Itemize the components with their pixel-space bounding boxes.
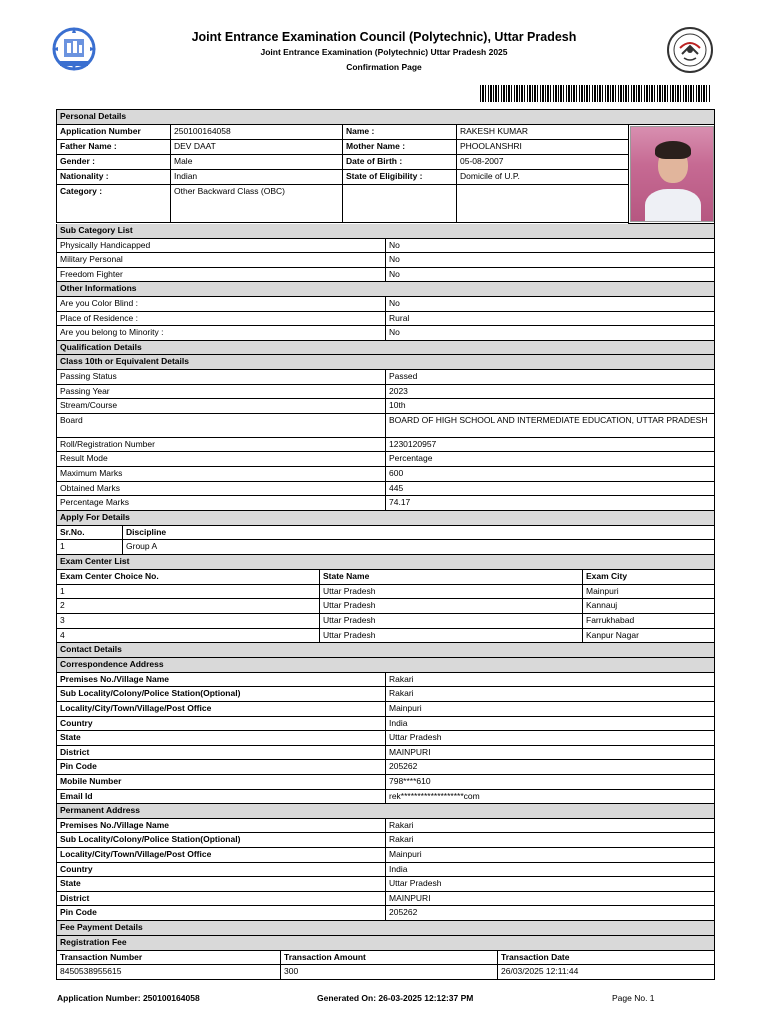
row-value: Mainpuri: [386, 847, 715, 862]
candidate-photo: [630, 126, 714, 222]
section-qualification: Qualification Details: [57, 340, 715, 355]
row-label: Percentage Marks: [57, 496, 386, 511]
col-header-txn-date: Transaction Date: [498, 950, 715, 965]
row-label: State: [57, 877, 386, 892]
txn-amount: 300: [281, 965, 498, 980]
council-title: Joint Entrance Examination Council (Polytechnic), Uttar Pradesh: [191, 30, 577, 44]
txn-number: 8450538955615: [57, 965, 281, 980]
row-label: Sub Locality/Colony/Police Station(Optional): [57, 687, 386, 702]
confirmation-document: [56, 109, 714, 980]
row-value: No: [386, 297, 715, 312]
center-state: Uttar Pradesh: [320, 599, 583, 614]
exam-subtitle: Joint Entrance Examination (Polytechnic) Uttar Pradesh 2025: [260, 47, 508, 57]
row-value: 205262: [386, 760, 715, 775]
row-label: Are you Color Blind :: [57, 297, 386, 312]
col-header-choice: Exam Center Choice No.: [57, 570, 320, 585]
center-no: 3: [57, 613, 320, 628]
section-fee-payment: Fee Payment Details: [57, 921, 715, 936]
row-label: Passing Status: [57, 370, 386, 385]
app-number-label: Application Number: [57, 124, 171, 139]
row-label: Pin Code: [57, 906, 386, 921]
col-header-txn-number: Transaction Number: [57, 950, 281, 965]
row-label: Country: [57, 716, 386, 731]
center-city: Farrukhabad: [583, 613, 715, 628]
row-value: No: [386, 267, 715, 282]
dob-label: Date of Birth :: [343, 155, 457, 170]
row-label: District: [57, 745, 386, 760]
row-value: 600: [386, 467, 715, 482]
row-value: MAINPURI: [386, 745, 715, 760]
section-exam-center: Exam Center List: [57, 555, 715, 570]
col-header-sr: Sr.No.: [57, 525, 123, 540]
center-state: Uttar Pradesh: [320, 584, 583, 599]
row-label: Roll/Registration Number: [57, 437, 386, 452]
center-city: Mainpuri: [583, 584, 715, 599]
row-label: Physically Handicapped: [57, 238, 386, 253]
empty-cell: [457, 185, 629, 223]
row-label: Passing Year: [57, 384, 386, 399]
center-no: 4: [57, 628, 320, 643]
name-value: RAKESH KUMAR: [457, 124, 629, 139]
name-label: Name :: [343, 124, 457, 139]
center-no: 2: [57, 599, 320, 614]
empty-cell: [343, 185, 457, 223]
row-label: Are you belong to Minority :: [57, 326, 386, 341]
category-label: Category :: [57, 185, 171, 223]
row-label: Premises No./Village Name: [57, 672, 386, 687]
row-value: Percentage: [386, 452, 715, 467]
center-city: Kanpur Nagar: [583, 628, 715, 643]
center-no: 1: [57, 584, 320, 599]
category-value: Other Backward Class (OBC): [171, 185, 343, 223]
center-city: Kannauj: [583, 599, 715, 614]
mother-value: PHOOLANSHRI: [457, 139, 629, 154]
state-eligibility-label: State of Eligibility :: [343, 170, 457, 185]
section-other-info: Other Informations: [57, 282, 715, 297]
row-value: 798****610: [386, 774, 715, 789]
row-value: BOARD OF HIGH SCHOOL AND INTERMEDIATE EDUCATION, UTTAR PRADESH: [386, 413, 715, 437]
row-value: Rakari: [386, 687, 715, 702]
app-number-value: 250100164058: [171, 124, 343, 139]
section-correspondence: Correspondence Address: [57, 658, 715, 673]
nationality-label: Nationality :: [57, 170, 171, 185]
dob-value: 05-08-2007: [457, 155, 629, 170]
center-state: Uttar Pradesh: [320, 613, 583, 628]
barcode: [480, 85, 710, 102]
section-personal-details: Personal Details: [57, 110, 715, 125]
row-value: Passed: [386, 370, 715, 385]
row-value: Uttar Pradesh: [386, 877, 715, 892]
center-state: Uttar Pradesh: [320, 628, 583, 643]
txn-date: 26/03/2025 12:11:44: [498, 965, 715, 980]
row-value: rek*******************com: [386, 789, 715, 804]
row-label: Pin Code: [57, 760, 386, 775]
gender-value: Male: [171, 155, 343, 170]
row-label: Stream/Course: [57, 399, 386, 414]
row-value: India: [386, 862, 715, 877]
row-label: Military Personal: [57, 253, 386, 268]
footer-generated-on: Generated On: 26-03-2025 12:12:37 PM: [317, 993, 474, 1003]
up-govt-seal-icon: [666, 26, 714, 74]
row-label: Email Id: [57, 789, 386, 804]
apply-for-table: [56, 511, 715, 555]
row-value: No: [386, 326, 715, 341]
footer-app-number: Application Number: 250100164058: [57, 993, 200, 1003]
row-label: Maximum Marks: [57, 467, 386, 482]
apply-discipline: Group A: [123, 540, 715, 555]
section-permanent: Permanent Address: [57, 804, 715, 819]
personal-details-table: [56, 109, 715, 224]
photo-cell: [629, 124, 715, 223]
row-value: 1230120957: [386, 437, 715, 452]
row-label: District: [57, 891, 386, 906]
row-label: Sub Locality/Colony/Police Station(Optional): [57, 833, 386, 848]
col-header-txn-amount: Transaction Amount: [281, 950, 498, 965]
row-label: Locality/City/Town/Village/Post Office: [57, 702, 386, 717]
apply-sr: 1: [57, 540, 123, 555]
section-contact: Contact Details: [57, 643, 715, 658]
nationality-value: Indian: [171, 170, 343, 185]
row-value: Mainpuri: [386, 702, 715, 717]
row-label: Freedom Fighter: [57, 267, 386, 282]
section-class-10: Class 10th or Equivalent Details: [57, 355, 715, 370]
row-value: MAINPURI: [386, 891, 715, 906]
row-label: Obtained Marks: [57, 481, 386, 496]
row-value: 10th: [386, 399, 715, 414]
father-value: DEV DAAT: [171, 139, 343, 154]
row-value: No: [386, 238, 715, 253]
details-table: [56, 224, 715, 511]
row-label: Locality/City/Town/Village/Post Office: [57, 847, 386, 862]
row-value: Rakari: [386, 818, 715, 833]
row-value: No: [386, 253, 715, 268]
row-value: 445: [386, 481, 715, 496]
row-value: Rural: [386, 311, 715, 326]
contact-details-table: [56, 643, 715, 921]
gender-label: Gender :: [57, 155, 171, 170]
section-apply-for: Apply For Details: [57, 511, 715, 526]
father-label: Father Name :: [57, 139, 171, 154]
fee-payment-table: [56, 921, 715, 980]
page-title: Confirmation Page: [346, 62, 422, 72]
col-header-city: Exam City: [583, 570, 715, 585]
exam-center-table: [56, 555, 715, 643]
page-header: [0, 0, 768, 110]
row-label: Result Mode: [57, 452, 386, 467]
section-registration-fee: Registration Fee: [57, 936, 715, 951]
row-value: 2023: [386, 384, 715, 399]
row-label: Country: [57, 862, 386, 877]
col-header-state: State Name: [320, 570, 583, 585]
state-eligibility-value: Domicile of U.P.: [457, 170, 629, 185]
row-label: State: [57, 731, 386, 746]
section-sub-category: Sub Category List: [57, 224, 715, 239]
row-value: Rakari: [386, 672, 715, 687]
row-label: Board: [57, 413, 386, 437]
row-value: 74.17: [386, 496, 715, 511]
row-label: Premises No./Village Name: [57, 818, 386, 833]
footer-page-number: Page No. 1: [612, 993, 655, 1003]
row-value: Uttar Pradesh: [386, 731, 715, 746]
col-header-discipline: Discipline: [123, 525, 715, 540]
mother-label: Mother Name :: [343, 139, 457, 154]
row-value: India: [386, 716, 715, 731]
row-value: 205262: [386, 906, 715, 921]
row-label: Mobile Number: [57, 774, 386, 789]
row-label: Place of Residence :: [57, 311, 386, 326]
row-value: Rakari: [386, 833, 715, 848]
